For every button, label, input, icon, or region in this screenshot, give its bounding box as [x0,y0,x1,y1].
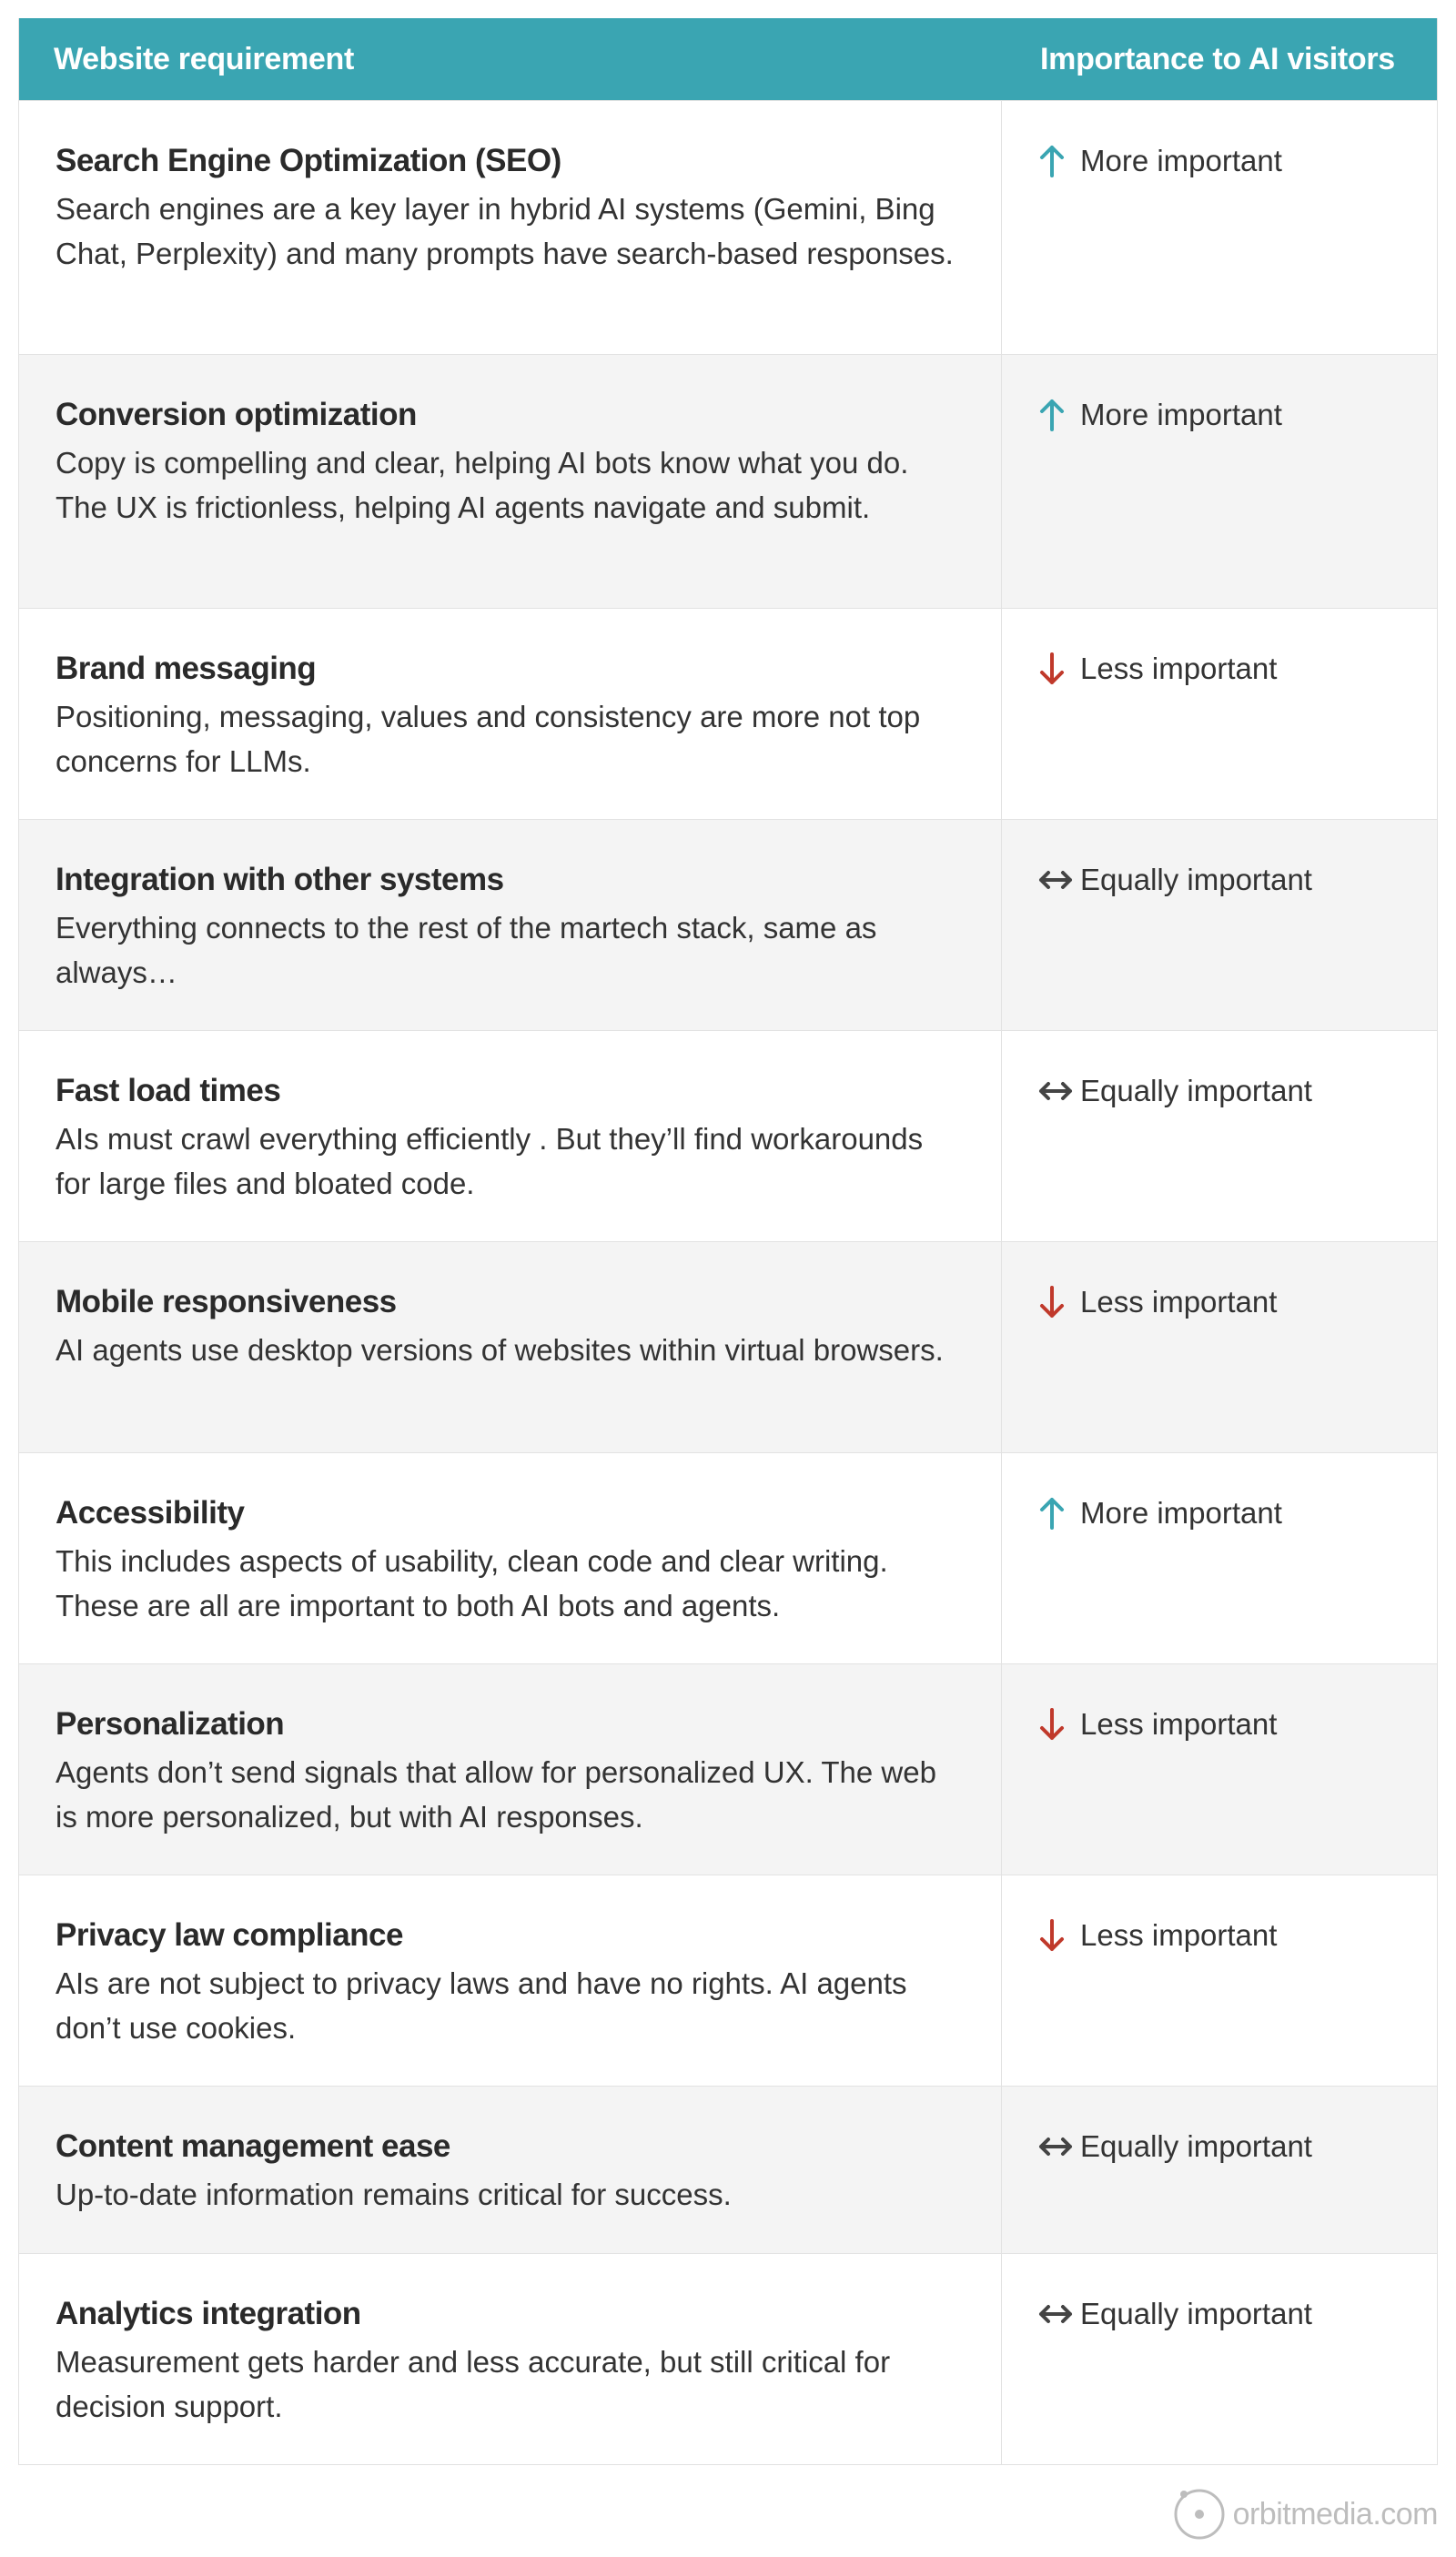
table-row [19,1875,1437,2086]
importance-label: Less important [1080,1285,1278,1319]
requirement-title: Personalization [56,1706,285,1742]
requirement-description: Up-to-date information remains critical for success. [56,2178,732,2211]
requirement-description: Positioning, messaging, values and consistency are more not top concerns for LLMs. [56,700,921,778]
requirement-title: Mobile responsiveness [56,1284,397,1319]
requirement-description: Copy is compelling and clear, helping AI bots know what you do. The UX is frictionless, helping AI agents navigate and submit. [56,446,909,524]
table-row [19,608,1437,819]
arrow-down-icon [1038,649,1075,689]
table-row [19,819,1437,1030]
orbit-media-logo [1171,2484,1438,2544]
requirement-title: Conversion optimization [56,397,417,432]
arrow-up-icon [1038,141,1075,181]
table-row [19,2253,1437,2464]
arrow-left-right-icon [1038,2127,1075,2167]
requirement-description: AIs are not subject to privacy laws and have no rights. AI agents don’t use cookies. [56,1966,907,2045]
importance-value [1038,1282,1277,1322]
requirement-description: Agents don’t send signals that allow for personalized UX. The web is more personalized, but with AI responses. [56,1755,936,1834]
requirement-description: This includes aspects of usability, clean code and clear writing. These are all are important to both AI bots and agents. [56,1544,888,1622]
importance-value [1038,395,1282,435]
header-importance: Importance to AI visitors [1040,41,1395,76]
arrow-down-icon [1038,1704,1075,1744]
arrow-up-icon [1038,1493,1075,1533]
requirement-description: Search engines are a key layer in hybrid AI systems (Gemini, Bing Chat, Perplexity) and many prompts have search-based responses. [56,192,954,270]
importance-label: Equally important [1080,2297,1312,2330]
importance-label: More important [1080,144,1282,177]
arrow-down-icon [1038,1282,1075,1322]
importance-label: Equally important [1080,2129,1312,2163]
requirement-title: Accessibility [56,1495,245,1531]
requirement-description: AIs must crawl everything efficiently . But they’ll find workarounds for large files and bloated code. [56,1122,924,1200]
table-row [19,1241,1437,1452]
importance-value [1038,1915,1277,1956]
importance-label: More important [1080,398,1282,431]
importance-value [1038,2294,1312,2334]
importance-value [1038,1704,1277,1744]
table-row [19,354,1437,608]
importance-value [1038,1493,1282,1533]
arrow-left-right-icon [1038,860,1075,900]
arrow-left-right-icon [1038,1071,1075,1111]
importance-label: Equally important [1080,863,1312,896]
importance-value [1038,1071,1312,1111]
requirement-title: Analytics integration [56,2296,361,2331]
table-row [19,1452,1437,1663]
table-row [19,1663,1437,1875]
table-row [19,1030,1437,1241]
arrow-down-icon [1038,1915,1075,1956]
requirement-title: Privacy law compliance [56,1917,403,1953]
importance-label: More important [1080,1496,1282,1530]
requirement-title: Search Engine Optimization (SEO) [56,143,561,178]
table-row [19,100,1437,354]
importance-label: Less important [1080,1707,1278,1741]
requirement-description: Measurement gets harder and less accurate, but still critical for decision support. [56,2345,891,2423]
requirement-title: Brand messaging [56,651,317,686]
table-header [19,18,1437,100]
table-row [19,2086,1437,2253]
requirement-title: Fast load times [56,1073,281,1108]
importance-value [1038,649,1277,689]
arrow-left-right-icon [1038,2294,1075,2334]
importance-label: Less important [1080,652,1278,685]
requirement-description: AI agents use desktop versions of websites within virtual browsers. [56,1333,944,1367]
requirements-table [18,18,1438,2465]
requirement-title: Content management ease [56,2128,450,2164]
requirement-title: Integration with other systems [56,862,504,897]
arrow-up-icon [1038,395,1075,435]
header-requirement: Website requirement [54,41,354,76]
importance-label: Less important [1080,1918,1278,1952]
importance-label: Equally important [1080,1074,1312,1107]
importance-value [1038,2127,1312,2167]
importance-value [1038,141,1282,181]
logo-text: orbitmedia.com [1232,2496,1438,2532]
importance-value [1038,860,1312,900]
orbit-logo-icon [1171,2484,1228,2545]
requirement-description: Everything connects to the rest of the martech stack, same as always… [56,911,877,989]
